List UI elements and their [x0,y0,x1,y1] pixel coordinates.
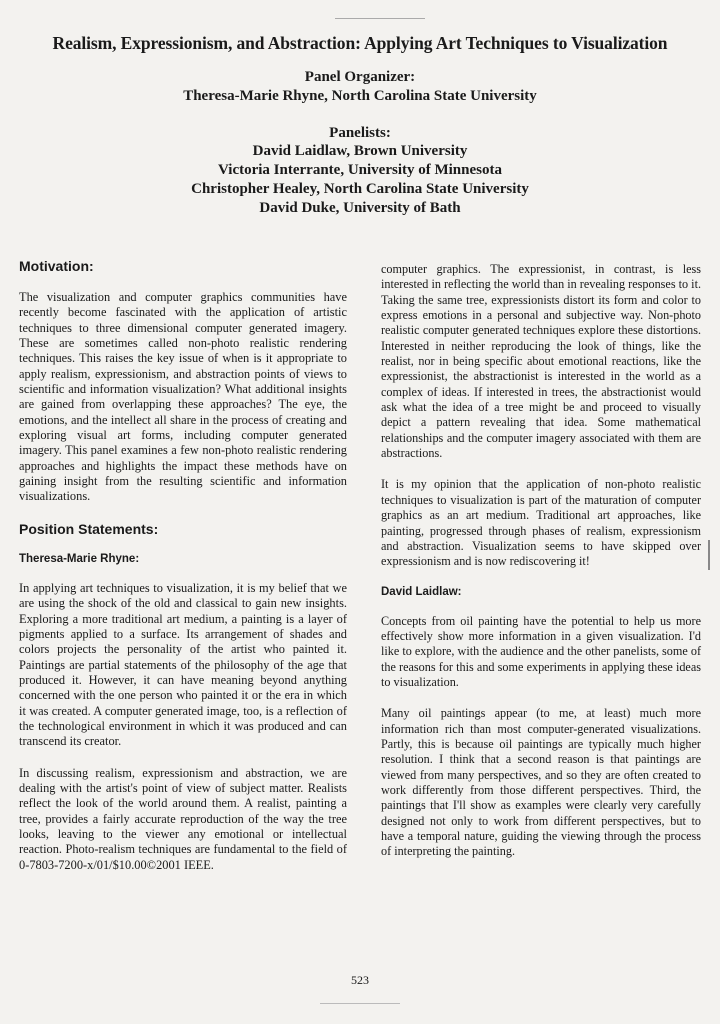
bottom-rule [320,1003,400,1004]
panelist: David Laidlaw, Brown University [252,143,468,159]
motivation-heading: Motivation: [19,258,94,274]
organizer-name: Theresa-Marie Rhyne, North Carolina State University [183,88,537,104]
laidlaw-paragraph-2: Many oil paintings appear (to me, at least) much more information rich than most computer-generated visualizations. Partly, this is because oil paintings are typically much higher resolution. I think that a second reason is that paintings are viewed from many perspectives, and so they are often created to work differently from those different perspectives. Third, the paintings that I'll show as examples were clearly very carefully designed not only to work from different perspectives, but to have a temporal nature, guiding the viewing through the process of interpreting the painting. [381,706,701,859]
panelist: David Duke, University of Bath [259,200,461,216]
position-statements-heading: Position Statements: [19,520,159,537]
paper-title: Realism, Expressionism, and Abstraction: Applying Art Techniques to Visualization [52,33,668,53]
rhyne-paragraph-3: computer graphics. The expressionist, in contrast, is less interested in reflecting the world than in revealing responses to it. Taking the same tree, expressionists distort its form and color to express emotions in a personal and subjective way. Non-photo realistic computer generated techniques explore these distortions. Interested in neither reproducing the look of things, like the realist, nor in being specific about emotional reactions, like the expressionist, the abstractionist is interested in the world as a complex of ideas. If interested in trees, the abstractionist would ask what the idea of a tree might be and proceed to visually depict a pattern revealing that idea. Some mathematical relationships and the computer imagery associated with them are abstractions. [381,262,701,461]
organizer-label: Panel Organizer: [304,69,416,85]
page-number: 523 [351,973,369,987]
panelist: Christopher Healey, North Carolina State University [191,181,529,197]
rhyne-paragraph-4: It is my opinion that the application of non-photo realistic techniques to visualization is part of the maturation of computer graphics as an art medium. Traditional art approaches, like painting, progressed through phases of realism, expressionism and abstraction. Visualization seems to have skipped over expressionism and is now rediscovering it! [381,477,701,569]
paper-header [14,33,706,218]
top-rule [335,18,425,19]
laidlaw-heading: David Laidlaw: [381,585,462,598]
right-column [381,262,701,876]
rhyne-paragraph-1: In applying art techniques to visualization, it is my belief that we are using the shock of the old and classical to gain new insights. Exploring a more traditional art medium, a painting is a layer of pigments applied to a surface. Its arrangement of shades and colors projects the personality of the artist who painted it. Paintings are partial statements of the philosophy of the age that produced it. However, it can have meaning beyond anything concerned with the one person who painted it or the era in which it was created. A computer generated image, too, is a reflection of the technological environment in which it was produced and can transcend its creator. [19,580,347,749]
left-column [19,258,347,889]
rhyne-heading: Theresa-Marie Rhyne: [19,552,140,565]
motivation-paragraph: The visualization and computer graphics communities have recently become fascinated with the application of artistic techniques to three dimensional computer generated imagery. These are sometimes called non-photo realistic rendering techniques. This raises the key issue of when is it appropriate to apply realism, expressionism, and abstraction points of views to scientific and information visualization? What additional insights are gained from overlapping these approaches? The eye, the emotions, and the intellect all share in the process of creating and exploring visual art forms, including computer generated imagery. This panel examines a few non-photo realistic rendering approaches and highlights the impact these methods have on gaining insight from the resulting scientific and information visualizations. [19,290,347,504]
panelist: Victoria Interrante, University of Minnesota [218,162,502,178]
laidlaw-paragraph-1: Concepts from oil painting have the potential to help us more effectively show more information in a given visualization. I'd like to explore, with the audience and the other panelists, some of the reasons for this and some experiments in applying these ideas to visualization. [381,613,701,689]
rhyne-paragraph-2: In discussing realism, expressionism and abstraction, we are dealing with the artist's point of view of subject matter. Realists reflect the look of the world around them. A realist, painting a tree, provides a fairly accurate reproduction of the way the tree looks, leaving to the viewer any emotional or intellectual reaction. Photo-realism techniques are fundamental to the field of 0-7803-7200-x/01/$10.00©2001 IEEE. [19,765,347,872]
panelists-label: Panelists: [329,125,391,141]
scan-edge-mark [708,540,710,570]
